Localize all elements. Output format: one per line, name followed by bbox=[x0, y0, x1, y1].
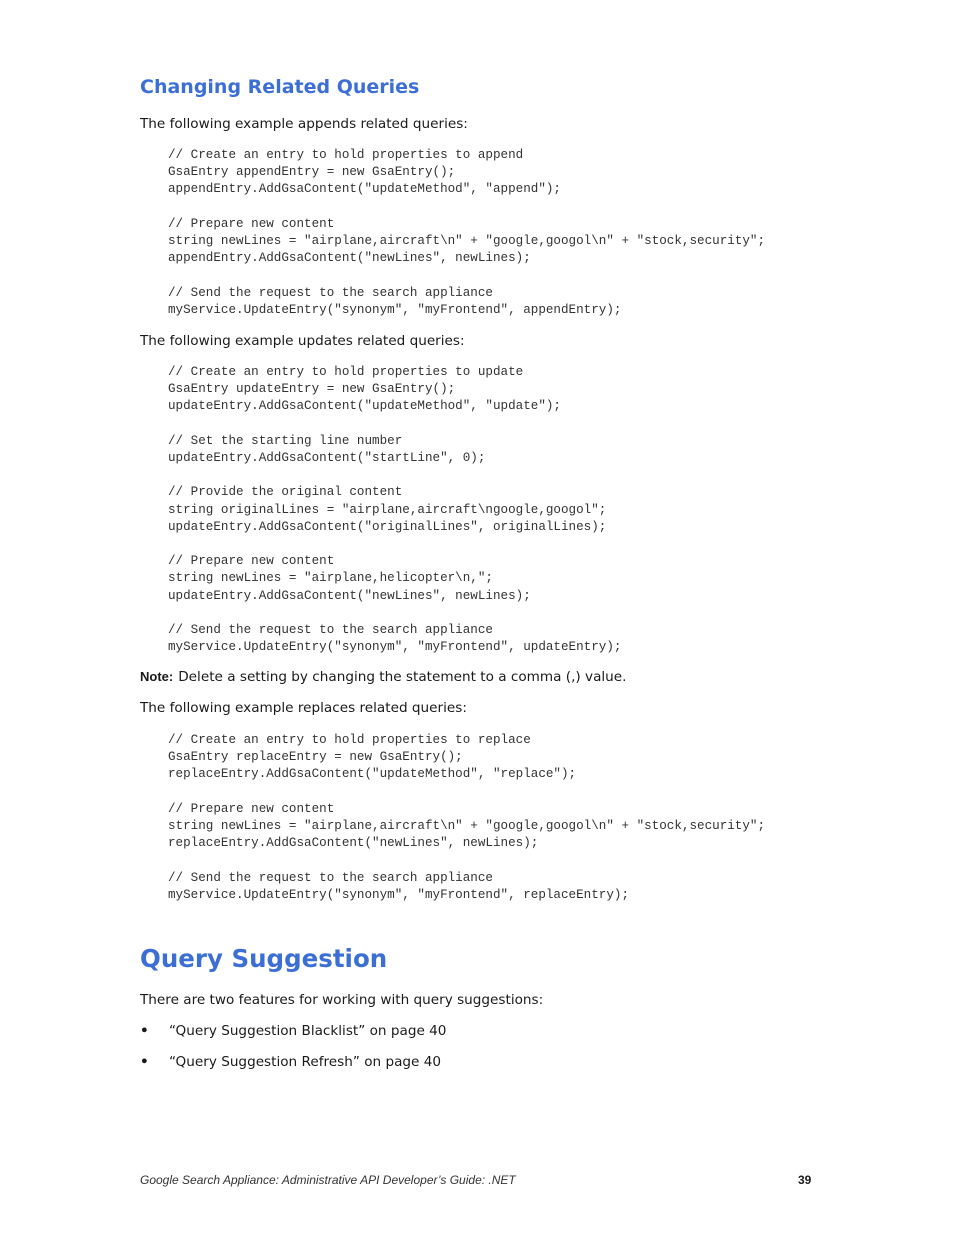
cross-reference-link-blacklist[interactable]: “Query Suggestion Blacklist” on page 40 bbox=[169, 1023, 447, 1039]
bullet-icon: • bbox=[140, 1023, 149, 1039]
bullet-icon: • bbox=[140, 1054, 149, 1070]
note-text: Delete a setting by changing the statement to a comma (,) value. bbox=[178, 669, 627, 685]
code-block-replace: // Create an entry to hold properties to replace GsaEntry replaceEntry = new GsaEntry(); replaceEntry.AddGsaContent("updateMethod", "replace"); // Prepare new content string newLines = "airplane,aircraft\n" + "google,googol\n" + "stock,security"; replaceEntry.AddGsaContent("newLines", newLines); // Send the request to the search appliance myService.UpdateEntry("synonym", "myFrontend", replaceEntry); bbox=[168, 733, 766, 902]
append-intro: The following example appends related queries: bbox=[140, 116, 468, 132]
replace-intro: The following example replaces related queries: bbox=[140, 700, 467, 716]
cross-reference-link-refresh[interactable]: “Query Suggestion Refresh” on page 40 bbox=[169, 1054, 442, 1070]
code-block-update: // Create an entry to hold properties to update GsaEntry updateEntry = new GsaEntry(); updateEntry.AddGsaContent("updateMethod", "update"); // Set the starting line number updateEntry.AddGsaContent("startLine", 0); // Provide the original content string originalLines = "airplane,aircraft\ngoogle,googol"; updateEntry.AddGsaContent("originalLines", originalLines); // Prepare new content string newLines = "airplane,helicopter\n,"; updateEntry.AddGsaContent("newLines", newLines); // Send the request to the search appliance myService.UpdateEntry("synonym", "myFrontend", updateEntry); bbox=[168, 365, 622, 655]
note-label: Note: bbox=[140, 669, 174, 684]
code-block-append: // Create an entry to hold properties to append GsaEntry appendEntry = new GsaEntry(); appendEntry.AddGsaContent("updateMethod", "append"); // Prepare new content string newLines = "airplane,aircraft\n" + "google,googol\n" + "stock,security"; appendEntry.AddGsaContent("newLines", newLines); // Send the request to the search appliance myService.UpdateEntry("synonym", "myFrontend", appendEntry); bbox=[168, 148, 766, 317]
update-intro: The following example updates related queries: bbox=[140, 333, 465, 349]
footer-page-number: 39 bbox=[798, 1173, 812, 1187]
section-heading-changing-related-queries: Changing Related Queries bbox=[140, 76, 420, 98]
section-heading-query-suggestion: Query Suggestion bbox=[140, 944, 388, 973]
footer-document-title: Google Search Appliance: Administrative API Developer’s Guide: .NET bbox=[140, 1173, 516, 1187]
note-paragraph bbox=[140, 668, 627, 686]
query-suggestion-intro: There are two features for working with query suggestions: bbox=[140, 992, 544, 1008]
